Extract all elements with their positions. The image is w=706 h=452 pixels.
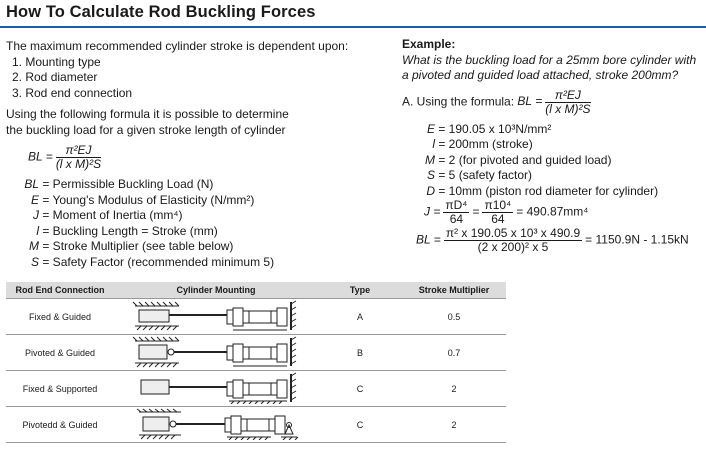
definition-symbol: l [36, 223, 39, 238]
definition-row [6, 177, 386, 193]
mounting-diagram [114, 371, 318, 407]
formula-intro-line-2: the buckling load for a given stroke length of cylinder [6, 122, 286, 137]
definition-text: = Young's Modulus of Elasticity (N/mm²) [42, 192, 255, 207]
list-item: 1. Mounting type [12, 54, 101, 69]
type-cell: C [318, 407, 402, 443]
formula-intro-line-1: Using the following formula it is possible to determine [6, 107, 289, 121]
j-fraction-1 [443, 199, 469, 226]
value-row [402, 137, 702, 153]
bl-result: = 1150.9N - 1.15kN [585, 232, 689, 247]
stroke-multiplier-table [6, 282, 506, 443]
definition-row [6, 255, 386, 271]
value-row [402, 168, 702, 184]
value-symbol: E [426, 121, 435, 136]
formula-denominator: (l x M)²S [545, 101, 591, 116]
intro-text: The maximum recommended cylinder stroke is dependent upon: [6, 39, 349, 53]
definition-row [6, 208, 386, 224]
formula-denominator: (l x M)²S [55, 157, 102, 171]
given-values [402, 122, 702, 200]
header-rod-end-connection: Rod End Connection [6, 282, 114, 299]
value-text: = 200mm (stroke) [438, 137, 533, 151]
j-denominator-1: 64 [449, 212, 464, 226]
example-question-line-2: a pivoted and guided load attached, stroke 200mm? [402, 68, 679, 82]
header-type: Type [318, 282, 402, 299]
formula-lhs: BL = [517, 94, 543, 109]
pivoted-guided-mounting-diagram [131, 336, 301, 368]
list-item: 2. Rod diameter [12, 70, 98, 84]
value-text: = 5 (safety factor) [438, 168, 533, 182]
header-stroke-multiplier: Stroke Multiplier [402, 282, 506, 299]
value-symbol: l [432, 137, 435, 151]
definition-row [6, 239, 386, 255]
definition-text: = Stroke Multiplier (see table below) [42, 239, 234, 253]
definition-text: = Moment of Inertia (mm⁴) [42, 208, 183, 222]
definition-row [6, 193, 386, 209]
bl-denominator: (2 x 200)² x 5 [477, 240, 549, 254]
multiplier-cell: 2 [402, 407, 506, 443]
header-cylinder-mounting: Cylinder Mounting [114, 282, 318, 299]
multiplier-cell: 0.5 [402, 299, 506, 335]
value-row [402, 184, 702, 200]
definition-text: = Safety Factor (recommended minimum 5) [42, 254, 275, 269]
connection-cell: Fixed & Supported [6, 371, 114, 407]
definition-text: = Buckling Length = Stroke (mm) [42, 223, 218, 238]
connection-cell: Pivotedd & Guided [6, 407, 114, 443]
definition-symbol: J [33, 208, 39, 222]
mounting-diagram [114, 299, 318, 335]
bl-numerator: π² x 190.05 x 10³ x 490.9 [445, 226, 581, 240]
type-cell: A [318, 299, 402, 335]
main-formula [28, 144, 386, 171]
type-cell: B [318, 335, 402, 371]
bl-lhs: BL = [416, 232, 441, 247]
mounting-diagram [114, 407, 318, 443]
definition-row [6, 224, 386, 240]
list-item: 3. Rod end connection [12, 85, 133, 100]
table-row [6, 371, 506, 407]
example-question-line-1: What is the buckling load for a 25mm bore cylinder with [402, 52, 697, 67]
j-result: = 490.87mm⁴ [516, 204, 589, 219]
step-a-label: A. Using the formula: [402, 94, 515, 109]
moment-of-inertia-calc [424, 199, 702, 226]
worked-example [402, 37, 702, 254]
formula-fraction [56, 144, 101, 171]
fixed-supported-mounting-diagram [131, 372, 301, 404]
value-text: = 190.05 x 10³N/mm² [438, 121, 552, 136]
value-symbol: D [426, 183, 435, 198]
j-numerator-1: πD⁴ [445, 198, 468, 212]
value-text: = 2 (for pivoted and guided load) [438, 152, 612, 167]
table-row [6, 299, 506, 335]
definition-symbol: E [30, 192, 39, 207]
table-row [6, 335, 506, 371]
title-divider [0, 26, 706, 28]
multiplier-cell: 2 [402, 371, 506, 407]
fixed-guided-mounting-diagram [131, 300, 301, 332]
value-symbol: S [426, 168, 435, 182]
definition-text: = Permissible Buckling Load (N) [42, 177, 214, 191]
j-numerator-2: π10⁴ [484, 198, 512, 212]
j-equals: = [472, 204, 480, 219]
j-denominator-2: 64 [491, 212, 505, 226]
formula-explanation [6, 39, 386, 270]
page-title: How To Calculate Rod Buckling Forces [6, 3, 316, 21]
table-header-row [6, 282, 506, 299]
formula-numerator: π²EJ [545, 89, 590, 103]
value-text: = 10mm (piston rod diameter for cylinder) [438, 183, 659, 198]
connection-cell: Pivoted & Guided [6, 335, 114, 371]
j-lhs: J = [424, 204, 441, 219]
pivoted-guided-pivot-mounting-diagram [131, 408, 301, 440]
connection-cell: Fixed & Guided [6, 299, 114, 335]
formula-numerator: π²EJ [56, 144, 101, 158]
definition-list [6, 177, 386, 270]
factor-list [12, 55, 386, 102]
example-heading: Example: [402, 37, 456, 51]
mounting-diagram [114, 335, 318, 371]
multiplier-cell: 0.7 [402, 335, 506, 371]
formula-fraction [545, 89, 590, 116]
value-symbol: M [425, 152, 435, 167]
example-formula [517, 87, 593, 116]
definition-symbol: M [29, 239, 39, 253]
definition-symbol: BL [24, 177, 39, 191]
step-a [402, 89, 702, 116]
bl-fraction [444, 227, 582, 254]
definition-symbol: S [30, 254, 39, 269]
value-row [402, 153, 702, 169]
type-cell: C [318, 371, 402, 407]
buckling-load-calc [416, 227, 702, 254]
j-fraction-2 [482, 199, 513, 226]
formula-lhs: BL = [28, 149, 53, 164]
value-row [402, 122, 702, 138]
table-row [6, 407, 506, 443]
